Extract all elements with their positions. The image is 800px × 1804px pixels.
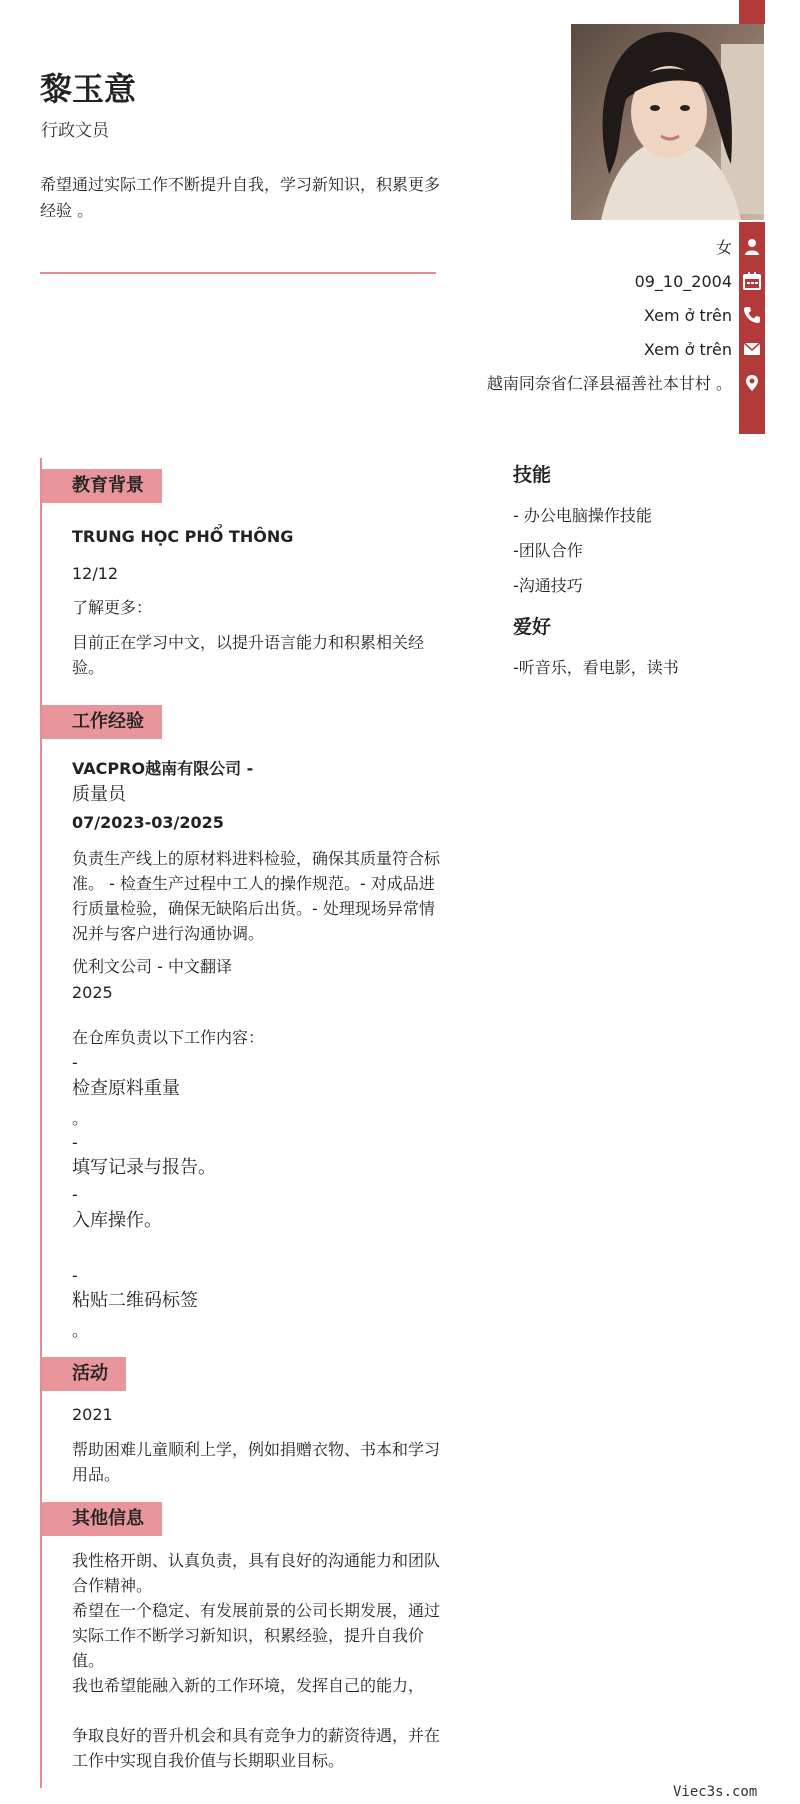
task-item: 粘贴二维码标签 bbox=[72, 1290, 198, 1311]
other-paragraph: 争取良好的晋升机会和具有竞争力的薪资待遇，并在工作中实现自我价值与长期职业目标。 bbox=[72, 1726, 441, 1770]
other-paragraph: 希望在一个稳定、有发展前景的公司长期发展，通过实际工作不断学习新知识，积累经验，提升自我价值。 bbox=[72, 1601, 441, 1670]
task-item: 入库操作。 bbox=[72, 1210, 162, 1231]
other-paragraph: 我性格开朗、认真负责，具有良好的沟通能力和团队合作精神。 bbox=[72, 1551, 441, 1595]
candidate-name: 黎玉意 bbox=[40, 70, 137, 108]
job2-company-role: 优利文公司 - 中文翻译 bbox=[72, 957, 232, 976]
phone-value: Xem ở trên bbox=[643, 306, 732, 325]
site-watermark: Viec3s.com bbox=[673, 1784, 758, 1800]
job-title: 行政文员 bbox=[41, 121, 109, 141]
job1-dates: 07/2023-03/2025 bbox=[72, 813, 224, 832]
profile-photo bbox=[571, 24, 764, 220]
header-divider bbox=[40, 272, 436, 274]
skill-item: -沟通技巧 bbox=[513, 576, 583, 595]
education-description: 目前正在学习中文，以提升语言能力和积累相关经验。 bbox=[72, 633, 425, 677]
task-item: 填写记录与报告。 bbox=[72, 1157, 216, 1178]
job1-company: VACPRO越南有限公司 - bbox=[72, 759, 254, 778]
career-objective: 希望通过实际工作不断提升自我，学习新知识，积累更多经验 。 bbox=[40, 175, 441, 220]
task-dash: - bbox=[72, 1133, 78, 1152]
section-heading-education: 教育背景 bbox=[42, 469, 162, 503]
job1-description: 负责生产线上的原材料进料检验，确保其质量符合标准。 - 检查生产过程中工人的操作规范。- 对成品进行质量检验，确保无缺陷后出货。- 处理现场异常情况并与客户进行沟通协调。 bbox=[72, 849, 441, 943]
gender-value: 女 bbox=[715, 238, 732, 257]
task-period: 。 bbox=[72, 1109, 89, 1128]
education-school: TRUNG HỌC PHỔ THÔNG bbox=[72, 527, 294, 546]
job1-role: 质量员 bbox=[72, 784, 126, 805]
phone-icon bbox=[743, 306, 761, 324]
email-value: Xem ở trên bbox=[643, 340, 732, 359]
activity-description: 帮助困难儿童顺利上学，例如捐赠衣物、书本和学习用品。 bbox=[72, 1440, 441, 1484]
section-heading-other: 其他信息 bbox=[42, 1502, 162, 1536]
envelope-icon bbox=[743, 340, 761, 358]
job2-intro: 在仓库负责以下工作内容： bbox=[72, 1028, 265, 1047]
task-dash: - bbox=[72, 1185, 78, 1204]
accent-bar-top bbox=[739, 0, 765, 24]
task-item: 检查原料重量 bbox=[72, 1078, 180, 1099]
task-dash: - bbox=[72, 1266, 78, 1285]
section-heading-work: 工作经验 bbox=[42, 705, 162, 739]
skills-heading: 技能 bbox=[513, 464, 552, 486]
skill-item: -团队合作 bbox=[513, 541, 583, 560]
address-value: 越南同奈省仁泽县福善社本甘村 。 bbox=[486, 374, 732, 393]
hobbies-heading: 爱好 bbox=[513, 616, 552, 638]
timeline-line bbox=[40, 458, 42, 1788]
section-heading-activities: 活动 bbox=[42, 1357, 126, 1391]
other-paragraph: 我也希望能融入新的工作环境，发挥自己的能力， bbox=[72, 1676, 425, 1695]
person-icon bbox=[743, 238, 761, 256]
task-dash: - bbox=[72, 1053, 78, 1072]
hobby-item: -听音乐，看电影，读书 bbox=[513, 658, 679, 677]
birthdate-value: 09_10_2004 bbox=[634, 272, 732, 291]
task-period: 。 bbox=[72, 1321, 89, 1340]
education-grade: 12/12 bbox=[72, 564, 119, 583]
activity-year: 2021 bbox=[72, 1405, 113, 1424]
education-more-label: 了解更多： bbox=[72, 598, 153, 617]
job2-year: 2025 bbox=[72, 983, 113, 1002]
skill-item: - 办公电脑操作技能 bbox=[513, 506, 652, 525]
calendar-icon bbox=[743, 272, 761, 290]
location-pin-icon bbox=[743, 374, 761, 392]
